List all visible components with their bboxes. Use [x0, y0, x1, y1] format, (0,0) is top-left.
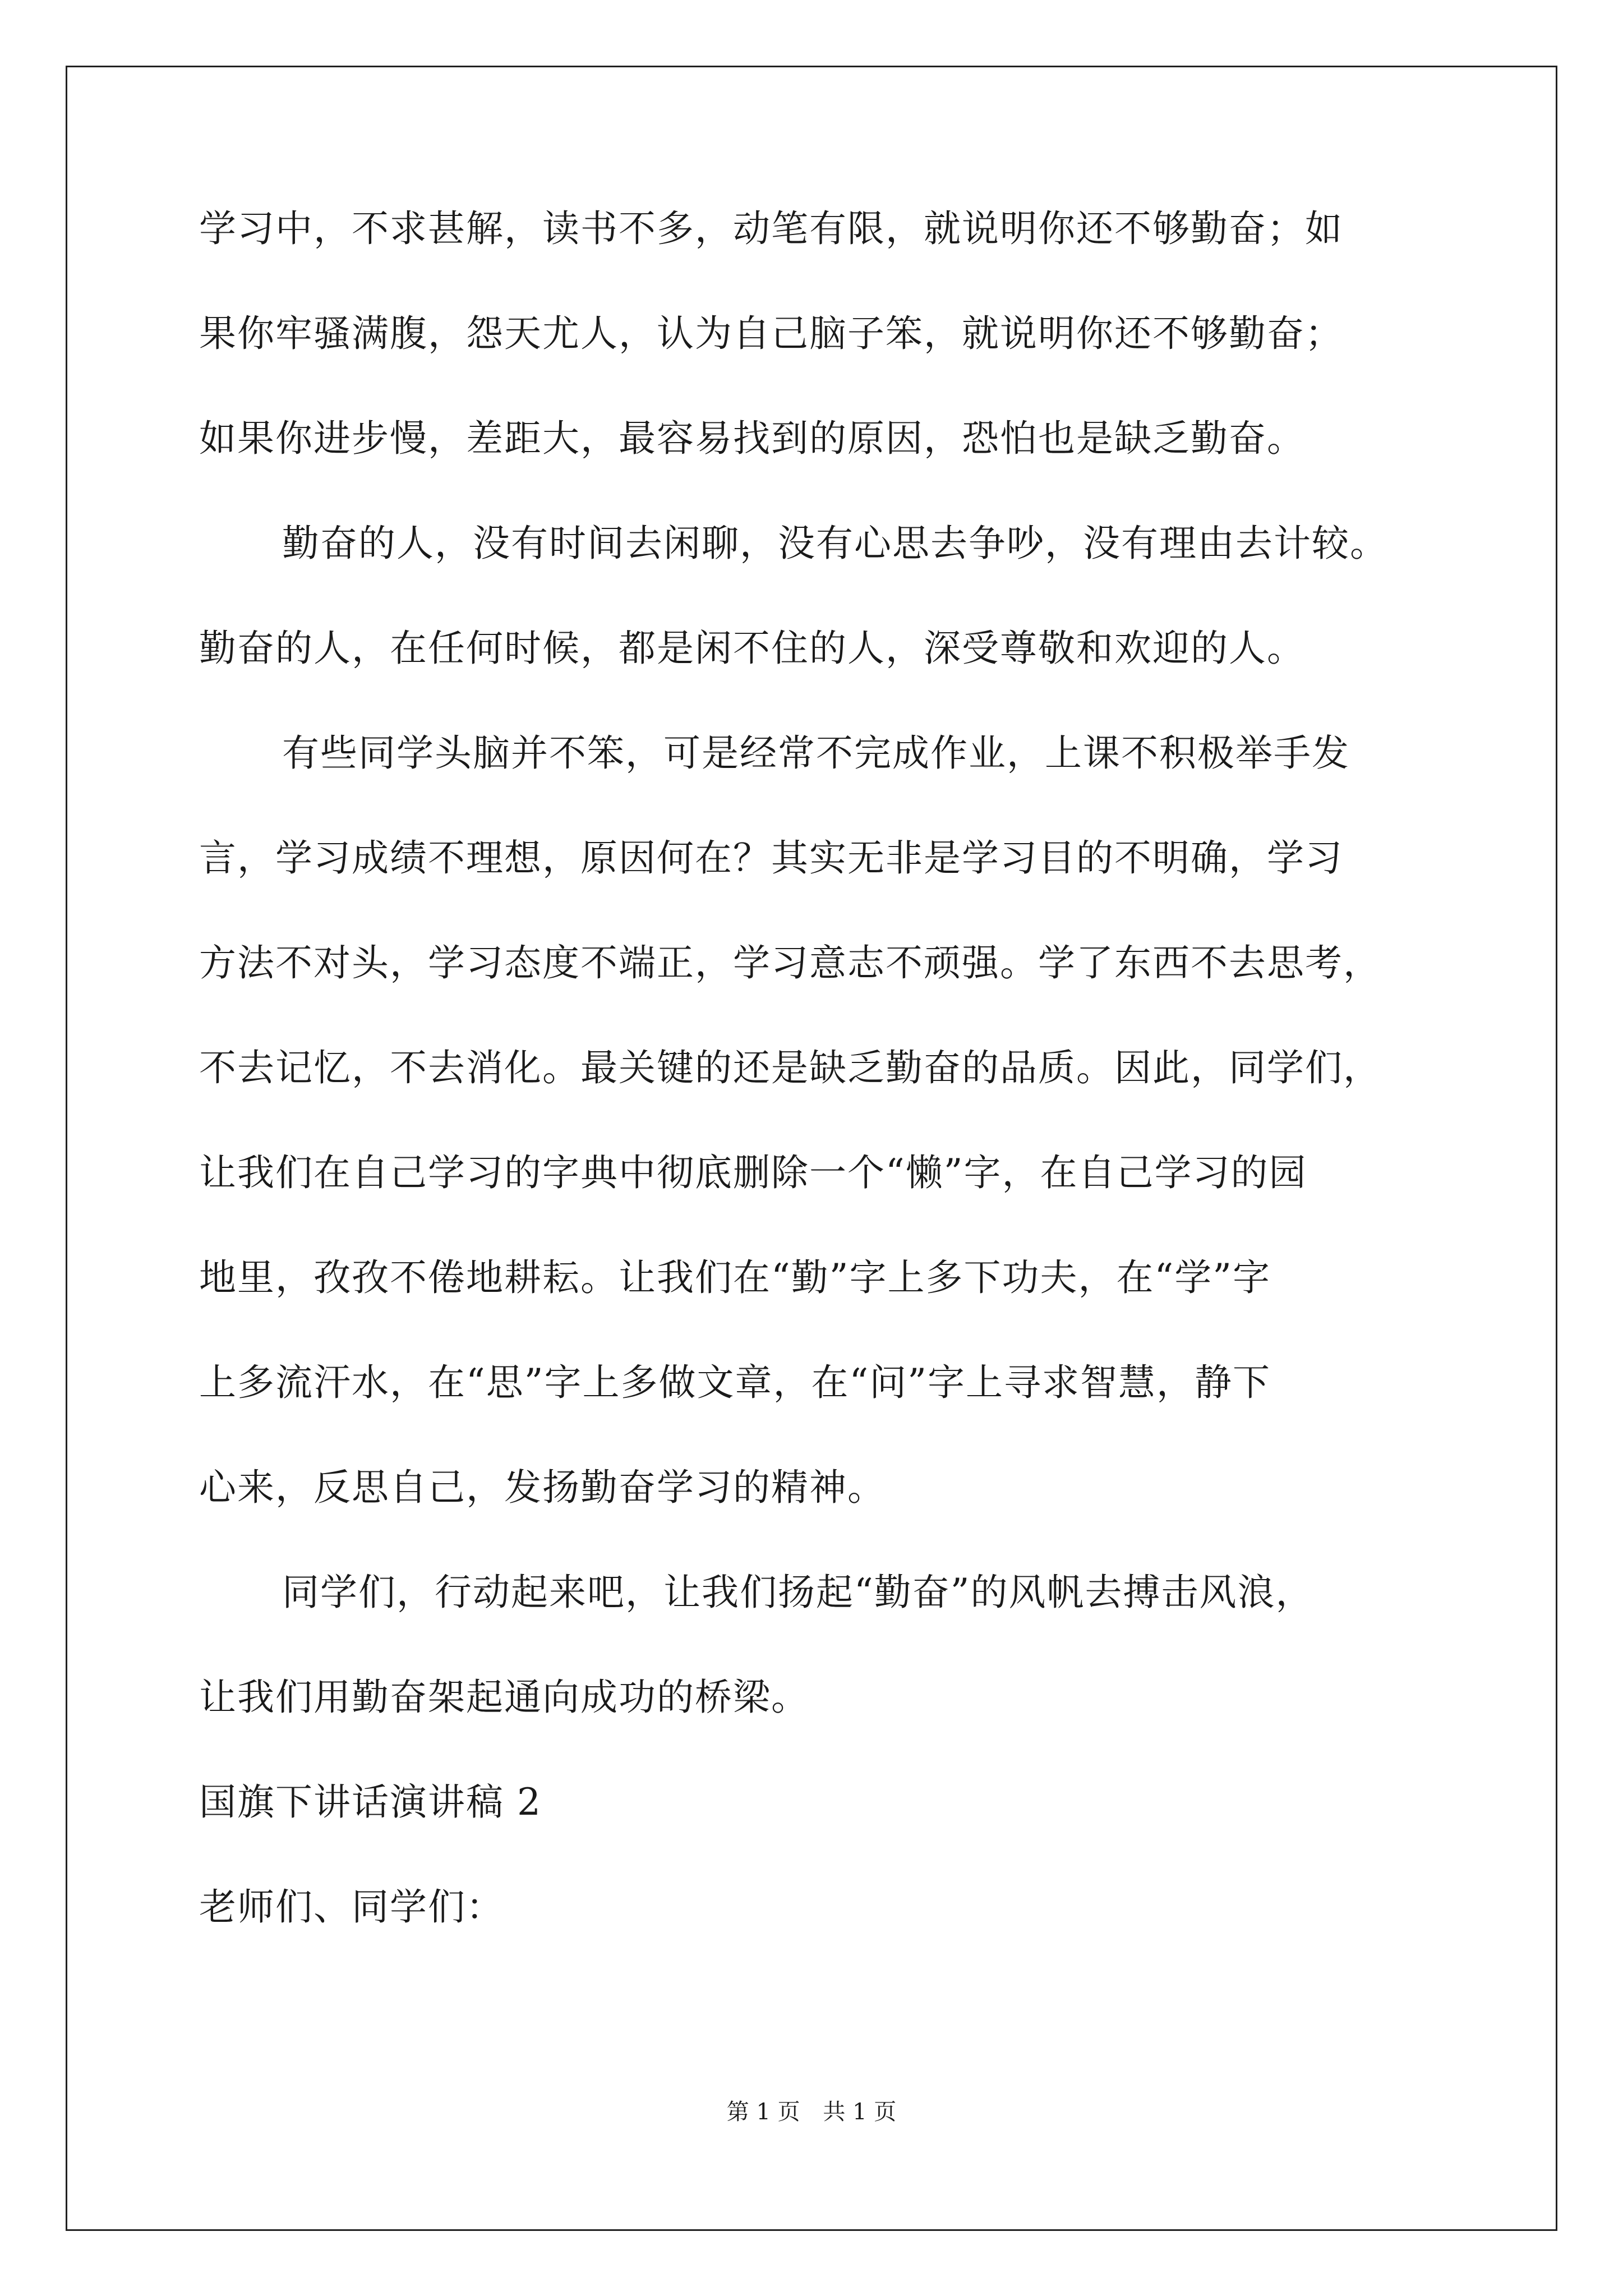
document-body — [199, 207, 1467, 1994]
text-line: 果你牢骚满腹，怨天尤人，认为自己脑子笨，就说明你还不够勤奋； — [199, 312, 1343, 355]
text-line: 不去记忆，不去消化。最关键的还是缺乏勤奋的品质。因此，同学们， — [199, 1046, 1381, 1089]
text-line: 学习中，不求甚解，读书不多，动笔有限，就说明你还不够勤奋；如 — [199, 207, 1343, 250]
salutation-line: 老师们、同学们： — [199, 1885, 504, 1929]
text-line: 勤奋的人，在任何时候，都是闲不住的人，深受尊敬和欢迎的人。 — [199, 627, 1305, 670]
page-footer — [0, 2101, 1623, 2123]
paragraph-start-line: 同学们，行动起来吧，让我们扬起“勤奋”的风帆去搏击风浪， — [282, 1571, 1314, 1614]
text-line: 让我们用勤奋架起通向成功的桥梁。 — [199, 1676, 809, 1719]
text-line: 如果你进步慢，差距大，最容易找到的原因，恐怕也是缺乏勤奋。 — [199, 417, 1305, 460]
text-line: 言，学习成绩不理想，原因何在？其实无非是学习目的不明确，学习 — [199, 836, 1343, 880]
paragraph-start-line: 勤奋的人，没有时间去闲聊，没有心思去争吵，没有理由去计较。 — [282, 522, 1388, 565]
paragraph-start-line: 有些同学头脑并不笨，可是经常不完成作业，上课不积极举手发 — [282, 731, 1350, 775]
text-line: 让我们在自己学习的字典中彻底删除一个“懒”字，在自己学习的园 — [199, 1151, 1307, 1194]
text-line: 地里，孜孜不倦地耕耘。让我们在“勤”字上多下功夫，在“学”字 — [199, 1256, 1271, 1299]
section-title: 国旗下讲话演讲稿 2 — [199, 1780, 542, 1824]
page-number: 第 1 页 — [726, 2099, 800, 2125]
text-line: 方法不对头，学习态度不端正，学习意志不顽强。学了东西不去思考， — [199, 941, 1381, 984]
text-line: 心来，反思自己，发扬勤奋学习的精神。 — [199, 1466, 886, 1509]
page-total: 共 1 页 — [823, 2099, 897, 2125]
text-line: 上多流汗水，在“思”字上多做文章，在“问”字上寻求智慧，静下 — [199, 1361, 1271, 1404]
